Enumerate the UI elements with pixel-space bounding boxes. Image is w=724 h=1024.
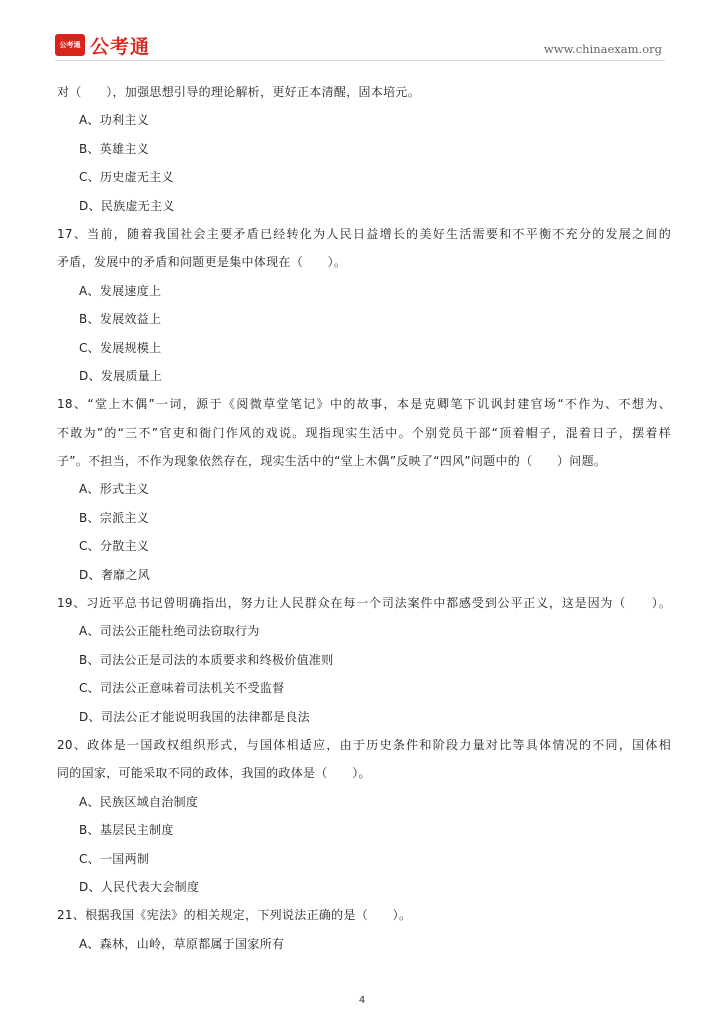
answer-option: C、历史虚无主义 xyxy=(79,170,174,185)
answer-option: A、森林，山岭，草原都属于国家所有 xyxy=(79,936,285,951)
answer-option: A、司法公正能杜绝司法窃取行为 xyxy=(79,624,260,639)
question-text-line: 对（ ），加强思想引导的理论解析，更好正本清醒，固本培元。 xyxy=(57,85,421,99)
logo xyxy=(55,34,150,56)
answer-option: D、司法公正才能说明我国的法律都是良法 xyxy=(79,709,310,724)
question-text-line: 同的国家，可能采取不同的政体，我国的政体是（ ）。 xyxy=(57,766,371,781)
question-text-line: 17、当前，随着我国社会主要矛盾已经转化为人民日益增长的美好生活需要和不平衡不充分的发展之间的 xyxy=(57,226,671,241)
question-text-line: 子”。不担当，不作为现象依然存在，现实生活中的“堂上木偶”反映了“四风”问题中的（ ）问题。 xyxy=(57,454,607,469)
answer-option: D、奢靡之风 xyxy=(79,567,151,582)
page-number: 4 xyxy=(358,995,366,1006)
answer-option: D、民族虚无主义 xyxy=(79,198,175,213)
answer-option: A、发展速度上 xyxy=(79,283,162,298)
logo-text: 公考通 xyxy=(90,35,151,58)
header-divider xyxy=(55,60,665,61)
answer-option: B、宗派主义 xyxy=(79,510,150,525)
question-text-line: 不敢为”的“三不”官吏和衙门作风的戏说。现指现实生活中。个别党员干部“顶着帽子，混着日子，摆着样 xyxy=(57,425,671,440)
answer-option: B、基层民主制度 xyxy=(79,823,174,838)
answer-option: A、功利主义 xyxy=(79,113,150,128)
question-text-line: 19、习近平总书记曾明确指出，努力让人民群众在每一个司法案件中都感受到公平正义，这是因为（ ）。 xyxy=(57,596,671,611)
answer-option: C、发展规模上 xyxy=(79,340,162,355)
answer-option: C、分散主义 xyxy=(79,539,150,554)
answer-option: B、英雄主义 xyxy=(79,141,150,156)
question-text-line: 矛盾，发展中的矛盾和问题更是集中体现在（ ）。 xyxy=(57,255,347,270)
answer-option: C、一国两制 xyxy=(79,851,150,866)
question-text-line: 18、“堂上木偶”一词，源于《阅微草堂笔记》中的故事，本是克卿笔下讥讽封建官场“不作为、不想为、 xyxy=(57,397,671,412)
answer-option: A、形式主义 xyxy=(79,482,150,497)
answer-option: A、民族区域自治制度 xyxy=(79,794,199,809)
page-header xyxy=(0,0,724,70)
answer-option: B、司法公正是司法的本质要求和终极价值准则 xyxy=(79,652,334,667)
site-url: www.chinaexam.org xyxy=(543,42,662,56)
question-text-line: 20、政体是一国政权组织形式，与国体相适应，由于历史条件和阶段力量对比等具体情况的不同，国体相 xyxy=(57,737,671,752)
question-text-line: 21、根据我国《宪法》的相关规定，下列说法正确的是（ ）。 xyxy=(57,908,412,923)
logo-badge: 公考通 xyxy=(55,34,85,56)
answer-option: C、司法公正意味着司法机关不受监督 xyxy=(79,681,285,696)
document-body xyxy=(57,78,671,958)
answer-option: D、人民代表大会制度 xyxy=(79,879,200,894)
answer-option: B、发展效益上 xyxy=(79,312,162,327)
answer-option: D、发展质量上 xyxy=(79,368,163,383)
